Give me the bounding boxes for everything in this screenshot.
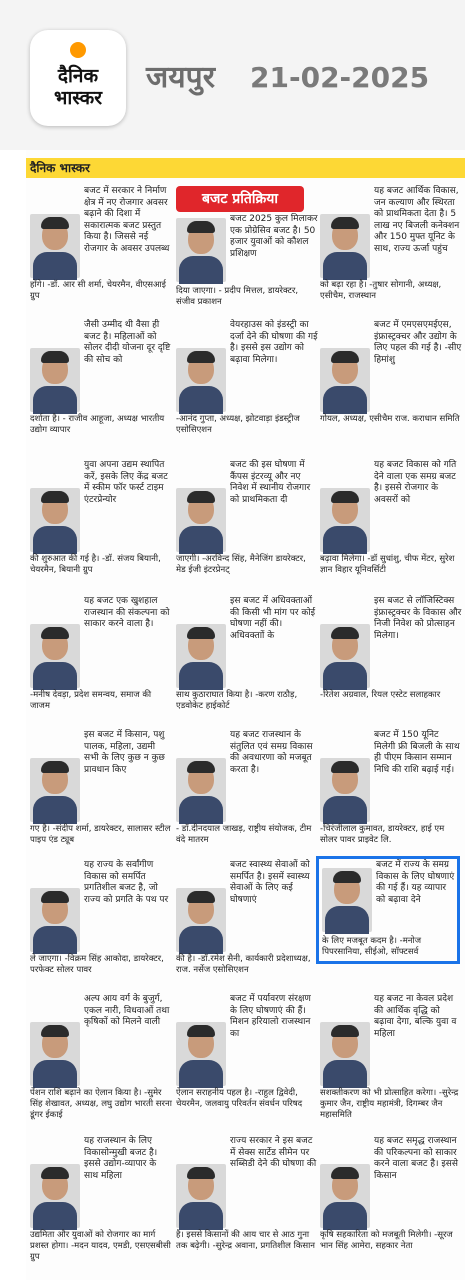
opinion-card	[318, 730, 464, 850]
page-masthead: दैनिक भास्कर	[30, 161, 90, 175]
opinion-card	[174, 860, 320, 980]
card-attribution: जाएगी। -अरविन्द सिंह, मैनेजिंग डायरेक्टर, मेड ईजी इंटरप्रेनट्	[176, 554, 306, 575]
card-text: इस बजट में किसान, पशु पालक, महिला, उद्यमी सभी के लिए कुछ न कुछ प्रावधान किए	[84, 730, 165, 775]
card-attribution: कृषि सहकारिता को मजबूती मिलेगी। -सूरज भान सिंह आमेरा, सहकार नेता	[320, 1230, 453, 1251]
person-photo	[30, 888, 80, 952]
card-attribution: दर्शाता है। - राजीव आहूजा, अध्यक्ष भारतीय उद्योग व्यापार	[30, 414, 165, 435]
opinion-card	[174, 1136, 320, 1276]
edition-date: 21-02-2025	[250, 61, 430, 94]
card-text: यह राजस्थान के लिए विकासोन्मुखी बजट है। इससे उद्योग-व्यापार के साथ महिला	[84, 1136, 158, 1181]
person-photo	[176, 488, 226, 552]
opinion-card	[318, 1136, 464, 1276]
opinion-card	[318, 460, 464, 580]
card-text: राज्य सरकार ने इस बजट में सेक्स सार्टेड सीमेन पर सब्सिडी देने की घोषणा की	[230, 1136, 317, 1169]
person-photo	[176, 758, 226, 822]
person-photo	[30, 348, 80, 412]
card-attribution: -चिरंजीलाल कुमावत, डायरेक्टर, हाई एम सोलर पावर प्राइवेट लि.	[320, 824, 445, 845]
person-photo	[30, 1164, 80, 1228]
person-photo	[320, 624, 370, 688]
person-photo	[320, 348, 370, 412]
sun-icon	[70, 42, 86, 58]
card-text: बजट में एमएसएमईएस, इंफ्रास्ट्रक्चर और उद्योग के लिए पहल की गई है। -सीए हिमांशु	[374, 320, 462, 365]
opinion-card	[174, 596, 320, 716]
card-attribution: बढ़ावा मिलेगा। -डॉ सुधांशु, चीफ मेंटर, सुरेश ज्ञान विहार यूनिवर्सिटी	[320, 554, 455, 575]
person-photo	[176, 888, 226, 952]
card-attribution: उद्यमिता और युवाओं को रोजगार का मार्ग प्रशस्त होगा। -मदन यादव, एमडी, एसएसबीसी ग्रुप	[30, 1230, 171, 1262]
person-photo	[176, 1022, 226, 1086]
card-attribution: दिया जाएगा। - प्रदीप मित्तल, डायरेक्टर, संजीव प्रकाशन	[176, 286, 299, 307]
card-attribution: गोयल, अध्यक्ष, एसीचैम राज. कराधान समिति	[320, 414, 460, 424]
card-text: यह बजट आर्थिक विकास, जन कल्याण और स्थिरता को प्राथमिकता देता है। 5 लाख नए बिजली कनेक्शन और 150 मुफ्त यूनिट के साथ, राज्य ऊर्जा पहुंच	[374, 186, 460, 254]
card-text: यह बजट एक खुशहाल राजस्थान की संकल्पना को साकार करने वाला है।	[84, 596, 170, 629]
card-text: यह राज्य के सर्वांगीण विकास को समर्पित प्रगतिशील बजट है, जो राज्य को प्रगति के पथ पर	[84, 860, 169, 905]
card-text: वेयरहाउस को इंडस्ट्री का दर्जा देने की घोषणा की गई है। इससे इस उद्योग को बढ़ावा मिलेगा।	[230, 320, 318, 365]
card-attribution: को बढ़ा रहा है। -तुषार सोगानी, अध्यक्ष, एसीचैम, राजस्थान	[320, 280, 442, 301]
opinion-card	[28, 186, 174, 306]
opinion-card	[174, 730, 320, 850]
header-band	[26, 158, 465, 178]
card-attribution: गए है। -संदीप शर्मा, डायरेक्टर, सालासर स्टील पाइप एंड ट्यूब	[30, 824, 171, 845]
section-title: बजट प्रतिक्रिया	[176, 186, 304, 212]
opinion-card	[174, 320, 320, 440]
card-attribution: -आनंद गुप्ता, अध्यक्ष, झोटवाड़ा इंडस्ट्रीज एसोसिएशन	[176, 414, 300, 435]
card-text: जैसी उम्मीद थी वैसा ही बजट है। महिलाओं को सोलर दीदी योजना दूर दृष्टि की सोच को	[84, 320, 171, 365]
card-text: बजट स्वास्थ्य सेवाओं को समर्पित है। इसमें स्वास्थ्य सेवाओं के लिए कई घोषणाएं	[230, 860, 310, 905]
card-attribution: ले जाएगा। -विक्रम सिंह आकोदा, डायरेक्टर, परफेक्ट सोलर पावर	[30, 954, 164, 975]
card-attribution: -रितेश अग्रवाल, रियल एस्टेट सलाहकार	[320, 690, 441, 700]
person-photo	[320, 214, 370, 278]
opinion-card	[28, 1136, 174, 1276]
person-photo	[176, 624, 226, 688]
opinion-card	[318, 186, 464, 306]
opinion-card	[28, 320, 174, 440]
card-text: बजट में पर्यावरण संरक्षण के लिए घोषणाएं की हैं। मिशन हरियालो राजस्थान का	[230, 994, 311, 1039]
card-attribution: है। इससे किसानों की आय चार से आठ गुना तक बढ़ेगी। -सुरेन्द्र अवाना, प्रगतिशील किसान	[176, 1230, 316, 1251]
opinion-card	[174, 214, 320, 310]
opinion-card	[28, 994, 174, 1120]
opinion-card	[28, 596, 174, 716]
card-text: यह बजट ना केवल प्रदेश की आर्थिक वृद्धि को बढ़ावा देगा, बल्कि युवा व महिला	[374, 994, 457, 1039]
card-attribution: सशक्तीकरण को भी प्रोत्साहित करेगा। -सुरेन्द्र कुमार जैन, राष्ट्रीय महामंत्री, दिगम्बर जैन महासमिति	[320, 1088, 459, 1120]
person-photo	[176, 348, 226, 412]
person-photo	[320, 488, 370, 552]
card-text: युवा अपना उद्यम स्थापित करें, इसके लिए केंद्र बजट में स्कीम फॉर फर्स्ट टाइम एंटरप्रेन्योर	[84, 460, 168, 505]
person-photo	[320, 1022, 370, 1086]
card-text: बजट में सरकार ने निर्माण क्षेत्र में नए रोजगार अवसर बढ़ाने की दिशा में सकारात्मक बजट प्रस्तुत किया है। जिससे नई रोजगार के अवसर उपलब्ध	[84, 186, 170, 254]
person-photo	[30, 624, 80, 688]
person-photo	[30, 758, 80, 822]
opinion-card	[318, 994, 464, 1120]
person-photo	[176, 218, 226, 282]
card-text: बजट की इस घोषणा में कैंपस इंटरव्यू और नए निवेश में स्थानीय रोजगार को प्राथमिकता दी	[230, 460, 311, 505]
opinion-card	[174, 460, 320, 580]
card-attribution: के लिए मजबूत कदम है। -मनोज पिपरसानिया, सीईओ, सॉफ्टसर्व	[322, 936, 422, 957]
dainik-bhaskar-logo	[30, 30, 126, 126]
card-attribution: होंगे। -डॉ. आर सी शर्मा, चेयरमैन, वीएसआई ग्रुप	[30, 280, 166, 301]
card-text: बजट में राज्य के समग्र विकास के लिए घोषणाएं की गई हैं। यह व्यापार को बढ़ावा देने	[376, 860, 455, 905]
card-attribution: की शुरुआत की गई है। -डॉ. संजय बियानी, चेयरमैन, बियानी ग्रुप	[30, 554, 161, 575]
card-text: बजट में 150 यूनिट मिलेगी फ्री बिजली के साथ ही पीएम किसान सम्मान निधि की राशि बढ़ाई गई।	[374, 730, 460, 775]
card-text: यह बजट विकास को गति देने वाला एक समग्र बजट है। इससे रोजगार के अवसरों को	[374, 460, 457, 505]
opinion-card	[28, 860, 174, 980]
person-photo	[320, 1164, 370, 1228]
opinion-card	[318, 596, 464, 716]
card-text: इस बजट से लॉजिस्टिक्स इंफ्रास्ट्रक्चर के विकास और निजी निवेश को प्रोत्साहन मिलेगा।	[374, 596, 462, 641]
logo-line-2: भास्कर	[53, 87, 103, 109]
opinion-card	[28, 460, 174, 580]
person-photo	[30, 214, 80, 278]
opinion-card	[318, 320, 464, 440]
selection-highlight	[316, 856, 460, 964]
person-photo	[30, 488, 80, 552]
person-photo	[320, 758, 370, 822]
card-text: यह बजट समृद्ध राजस्थान की परिकल्पना को साकार करने वाला बजट है। इससे किसान	[374, 1136, 458, 1181]
card-attribution: की है। -डॉ.रमेश सैनी, कार्यकारी प्रदेशाध्यक्ष, राज. नर्सेज एसोसिएशन	[176, 954, 311, 975]
person-photo	[176, 1164, 226, 1228]
opinion-card	[28, 730, 174, 850]
card-text: बजट 2025 कुल मिलाकर एक प्रोग्रेसिव बजट है। 50 हजार युवाओं को कौशल प्रशिक्षण	[230, 214, 318, 259]
person-photo	[30, 1022, 80, 1086]
card-attribution: ऐलान सराहनीय पहल है। -राहुल द्विवेदी, चेयरमैन, जलवायु परिवर्तन संवर्धन परिषद	[176, 1088, 303, 1109]
card-text: यह बजट राजस्थान के संतुलित एवं समग्र विकास की अवधारणा को मजबूत करता है।	[230, 730, 313, 775]
card-attribution: - डॉ.दीनदयाल जाखड़, राष्ट्रीय संयोजक, टीम वंदे मातरम	[176, 824, 312, 845]
logo-line-1: दैनिक	[57, 65, 99, 87]
opinion-card	[174, 994, 320, 1114]
card-text: इस बजट में अधिवक्ताओं की किसी भी मांग पर कोई घोषणा नहीं की। अधिवक्ताों के	[230, 596, 316, 641]
card-attribution: पेंशन राशि बढ़ाने का ऐलान किया है। -सुमेर सिंह शेखावत, अध्यक्ष, लघु उद्योग भारती सरना डूंगर ईकाई	[30, 1088, 172, 1120]
edition-city: जयपुर	[146, 60, 215, 95]
card-attribution: -मनीष देवड़ा, प्रदेश समन्वय, समाज की जाजम	[30, 690, 152, 711]
card-attribution: साथ कुठाराघात किया है। -करण राठौड़, एडवोकेट हाईकोर्ट	[176, 690, 298, 711]
card-text: अल्प आय वर्ग के बुजुर्ग, एकल नारी, विधवाओं तथा कृषिकों को मिलने वाली	[84, 994, 170, 1027]
